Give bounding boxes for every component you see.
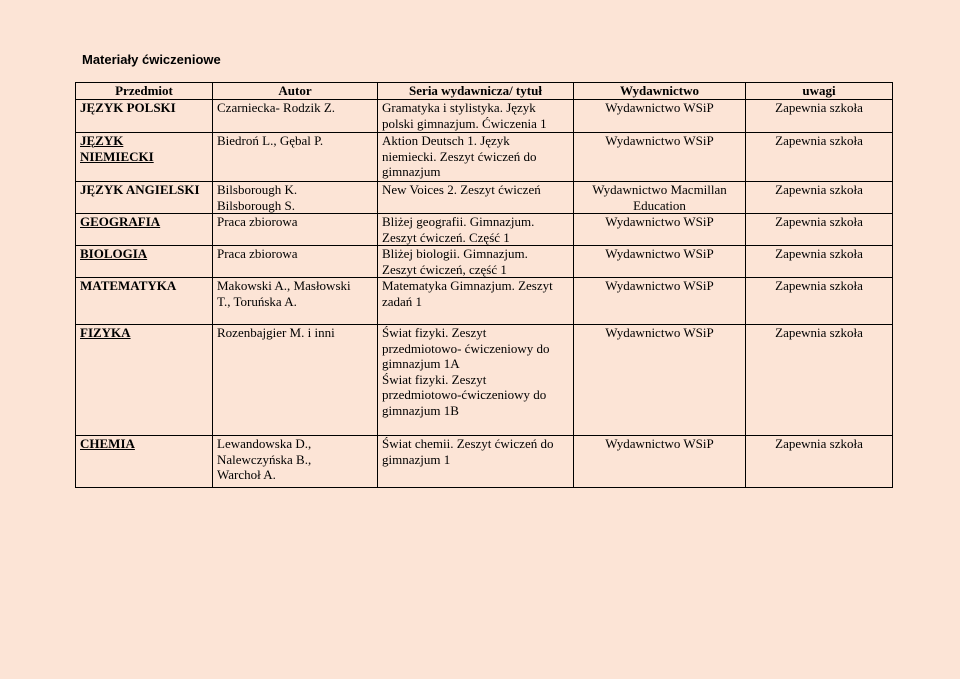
author-cell: Czarniecka- Rodzik Z.	[213, 100, 378, 133]
header-publisher: Wydawnictwo	[574, 83, 746, 100]
header-subject: Przedmiot	[76, 83, 213, 100]
publisher-cell: Wydawnictwo WSiP	[574, 278, 746, 325]
publisher-cell: Wydawnictwo WSiP	[574, 325, 746, 436]
author-cell: Lewandowska D., Nalewczyńska B., Warchoł A.	[213, 436, 378, 488]
author-cell: Bilsborough K. Bilsborough S.	[213, 182, 378, 214]
table-row	[76, 325, 893, 436]
table-row	[76, 214, 893, 246]
table-row	[76, 246, 893, 278]
author-cell: Praca zbiorowa	[213, 214, 378, 246]
subject-cell: JĘZYK ANGIELSKI	[76, 182, 213, 214]
table-header-row	[76, 83, 893, 100]
series-cell: Aktion Deutsch 1. Język niemiecki. Zeszyt ćwiczeń do gimnazjum	[378, 133, 574, 182]
series-cell: Gramatyka i stylistyka. Język polski gimnazjum. Ćwiczenia 1	[378, 100, 574, 133]
table-row	[76, 182, 893, 214]
note-cell: Zapewnia szkoła	[746, 278, 893, 325]
materials-table	[75, 82, 893, 488]
note-cell: Zapewnia szkoła	[746, 182, 893, 214]
author-cell: Praca zbiorowa	[213, 246, 378, 278]
series-cell: Bliżej geografii. Gimnazjum. Zeszyt ćwiczeń. Część 1	[378, 214, 574, 246]
subject-cell: JĘZYK POLSKI	[76, 100, 213, 133]
header-series: Seria wydawnicza/ tytuł	[378, 83, 574, 100]
table-row	[76, 100, 893, 133]
subject-cell: CHEMIA	[76, 436, 213, 488]
note-cell: Zapewnia szkoła	[746, 133, 893, 182]
table-row	[76, 133, 893, 182]
series-cell: Matematyka Gimnazjum. Zeszyt zadań 1	[378, 278, 574, 325]
subject-cell: BIOLOGIA	[76, 246, 213, 278]
subject-cell: GEOGRAFIA	[76, 214, 213, 246]
note-cell: Zapewnia szkoła	[746, 246, 893, 278]
document-title: Materiały ćwiczeniowe	[82, 52, 221, 67]
table-row	[76, 278, 893, 325]
publisher-cell: Wydawnictwo WSiP	[574, 133, 746, 182]
author-cell: Makowski A., Masłowski T., Toruńska A.	[213, 278, 378, 325]
series-cell: Świat fizyki. Zeszyt przedmiotowo- ćwiczeniowy do gimnazjum 1A Świat fizyki. Zeszyt przedmiotowo-ćwiczeniowy do gimnazjum 1B	[378, 325, 574, 436]
note-cell: Zapewnia szkoła	[746, 325, 893, 436]
author-cell: Rozenbajgier M. i inni	[213, 325, 378, 436]
publisher-cell: Wydawnictwo WSiP	[574, 246, 746, 278]
series-cell: Bliżej biologii. Gimnazjum. Zeszyt ćwiczeń, część 1	[378, 246, 574, 278]
table-row	[76, 436, 893, 488]
series-cell: New Voices 2. Zeszyt ćwiczeń	[378, 182, 574, 214]
publisher-cell: Wydawnictwo WSiP	[574, 436, 746, 488]
publisher-cell: Wydawnictwo WSiP	[574, 214, 746, 246]
publisher-cell: Wydawnictwo Macmillan Education	[574, 182, 746, 214]
header-author: Autor	[213, 83, 378, 100]
publisher-cell: Wydawnictwo WSiP	[574, 100, 746, 133]
note-cell: Zapewnia szkoła	[746, 100, 893, 133]
note-cell: Zapewnia szkoła	[746, 436, 893, 488]
subject-cell: JĘZYK NIEMIECKI	[76, 133, 213, 182]
author-cell: Biedroń L., Gębal P.	[213, 133, 378, 182]
series-cell: Świat chemii. Zeszyt ćwiczeń do gimnazjum 1	[378, 436, 574, 488]
subject-cell: FIZYKA	[76, 325, 213, 436]
subject-cell: MATEMATYKA	[76, 278, 213, 325]
note-cell: Zapewnia szkoła	[746, 214, 893, 246]
header-notes: uwagi	[746, 83, 893, 100]
